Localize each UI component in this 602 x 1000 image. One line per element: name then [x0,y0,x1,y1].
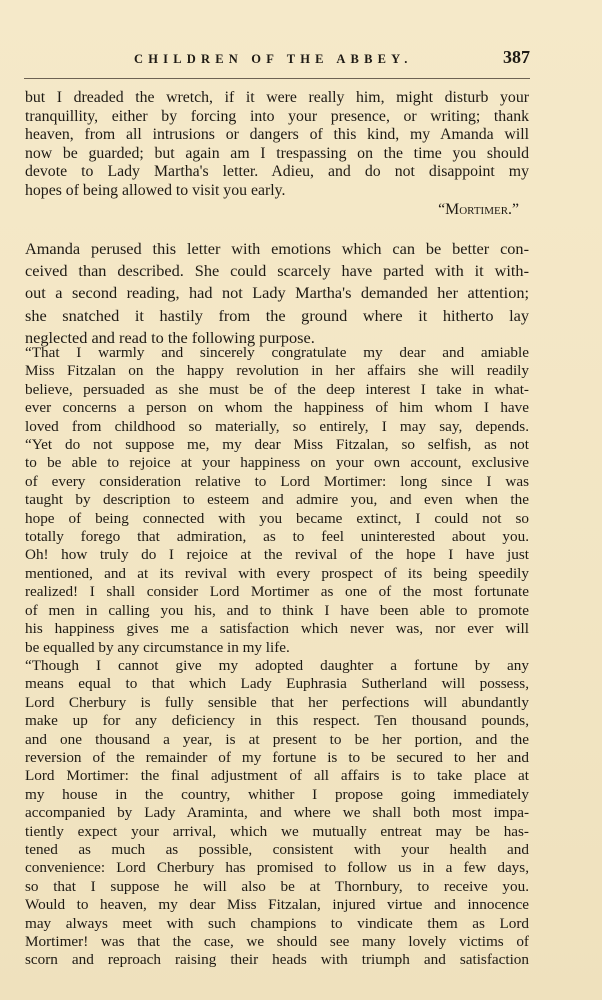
text-line: realized! I shall consider Lord Mortimer as one of the most fortunate [25,583,529,601]
text-line: and one thousand a year, is at present to be her portion, and the [25,730,529,748]
text-line: totally forego that admiration, as to feel uninterested about you. [25,528,529,546]
text-line: believe, persuaded as she must be of the deep interest I take in what- [25,380,529,398]
mortimer-letter-close [25,89,529,219]
text-line: tened as much as possible, consistent with your health and [25,840,529,858]
page-header [24,48,528,72]
text-line: Lord Mortimer: the final adjustment of all affairs is to take place at [25,767,529,785]
page-number: 387 [503,47,530,67]
text-line: “That I warmly and sincerely congratulate my dear and amiable [25,344,529,361]
lady-martha-letter [25,344,529,970]
text-line: make up for any deficiency in this respect. Ten thousand pounds, [25,712,529,730]
text-line: Mortimer! was that the case, we should see many lovely victims of [25,933,529,950]
text-line: Lord Cherbury is fully sensible that her perfections will abundantly [25,693,529,711]
text-line: but I dreaded the wretch, if it were really him, might disturb your [25,89,529,106]
text-line: reversion of the remainder of my fortune is to be secured to her and [25,748,529,766]
running-head: CHILDREN OF THE ABBEY. [134,52,413,66]
narrative-paragraph [25,238,529,349]
text-line: scorn and reproach raising their heads with triumph and satisfaction [25,951,529,969]
text-line: loved from childhood so materially, so entirely, I may say, depends. [25,417,529,435]
text-line: of men in calling you his, and to think I have been able to promote [25,601,529,619]
text-line: she snatched it hastily from the ground where it hitherto lay [25,305,529,325]
text-line: so that I suppose he will also be at Thornbury, to receive you. [25,877,529,895]
text-line: means equal to that which Lady Euphrasia Sutherland will possess, [25,675,529,693]
signature: “Mortimer.” [438,200,519,218]
text-line: my house in the country, whither I propose going immediately [25,785,529,803]
text-line: accompanied by Lady Araminta, and where we shall both most impa- [25,804,529,822]
text-line: be equalled by any circumstance in my life. [25,638,290,656]
text-line: “Yet do not suppose me, my dear Miss Fitzalan, so selfish, as not [25,436,529,454]
text-line: Oh! how truly do I rejoice at the revival of the hope I have just [25,546,529,564]
text-line: tranquillity, either by forcing into your presence, or writing; thank [25,107,529,125]
text-line: devote to Lady Martha's letter. Adieu, and do not disappoint my [25,163,529,181]
text-line: his happiness gives me a satisfaction which never was, nor ever will [25,620,529,638]
text-line: to be able to rejoice at your happiness on your own account, exclusive [25,454,529,472]
text-line: ceived than described. She could scarcely have parted with it with- [25,261,529,281]
text-line: of every consideration relative to Lord Mortimer: long since I was [25,472,529,490]
text-line: mentioned, and at its revival with every prospect of its being speedily [25,564,529,582]
text-line: Miss Fitzalan on the happy revolution in her affairs she will readily [25,362,529,380]
text-line: “Though I cannot give my adopted daughter a fortune by any [25,656,529,674]
text-line: neglected and read to the following purpose. [25,327,315,347]
text-line: convenience: Lord Cherbury has promised to follow us in a few days, [25,859,529,877]
text-line: taught by description to esteem and admire you, and even when the [25,491,529,509]
text-line: hope of being connected with you became extinct, I could not so [25,509,529,527]
text-line: heaven, from all intrusions or dangers of this kind, my Amanda will [25,126,529,144]
text-line: may always meet with such champions to vindicate them as Lord [25,914,529,932]
text-line: Would to heaven, my dear Miss Fitzalan, injured virtue and innocence [25,896,529,914]
text-line: ever concerns a person on whom the happiness of him whom I have [25,399,529,417]
header-rule [24,78,530,79]
text-line: now be guarded; but again am I trespassing on the time you should [25,144,529,162]
text-line: out a second reading, had not Lady Martha's demanded her attention; [25,283,529,303]
text-line: Amanda perused this letter with emotions which can be better con- [25,239,529,258]
text-line: tiently expect your arrival, which we mutually entreat may be has- [25,822,529,840]
text-line: hopes of being allowed to visit you early. [25,181,286,199]
